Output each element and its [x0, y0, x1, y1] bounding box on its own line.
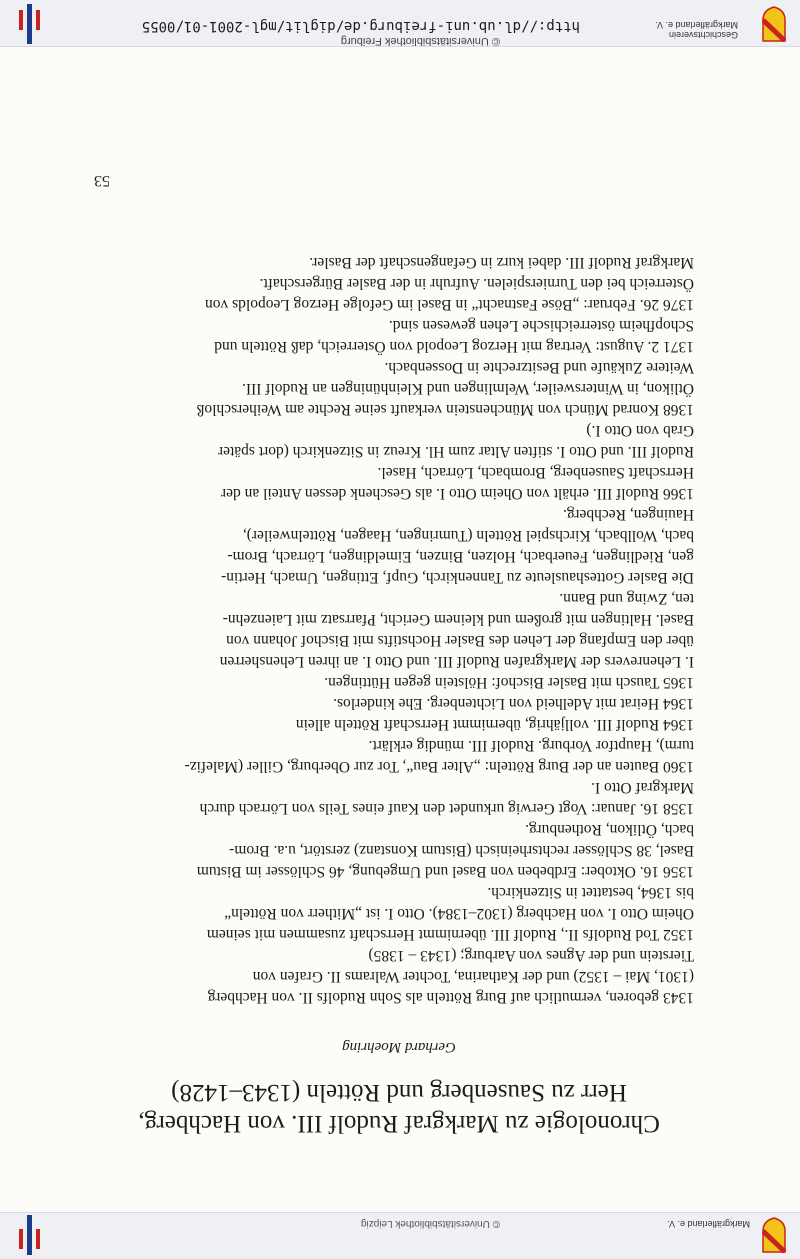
entry-line: 1371 2. August: Vertrag mit Herzog Leopold von Österreich, daß Rötteln und	[214, 338, 694, 355]
chronology-entry	[104, 945, 694, 1008]
entry-line: 1368 Konrad Münch von Münchenstein verkauft seine Rechte am Weiherschloß	[196, 401, 694, 418]
entry-line: Rudolf III. und Otto I. stiften Altar zum Hl. Kreuz in Sitzenkirch (dort später	[217, 443, 694, 460]
chronology-entry	[104, 882, 694, 945]
entry-line: Ötlikon, in Wintersweiler, Welmlingen und Kleinhüningen an Rudolf III.	[242, 380, 694, 397]
entry-line: 1356 16. Oktober: Erdbeben von Basel und Umgebung, 46 Schlösser im Bistum	[196, 863, 694, 880]
entry-line: Tierstein und der Agnes von Aarburg; (1343 – 1385)	[368, 947, 694, 964]
entry-line: Markgraf Otto I.	[591, 779, 694, 796]
society-shield-icon	[762, 6, 786, 42]
chronology-entry	[104, 777, 694, 819]
top-toolbar-band	[0, 0, 800, 47]
entry-line: Österreich bei den Turnierspielen. Aufruhr in der Basler Bürgerschaft.	[259, 275, 694, 292]
entry-line: 1366 Rudolf III. erhält von Oheim Otto I. als Geschenk dessen Anteil an der	[220, 485, 694, 502]
entry-line: 1364 Rudolf III. volljährig, übernimmt Herrschaft Rötteln allein	[295, 716, 694, 733]
entry-line: (1301, Mai – 1352) und der Katharina, Tochter Walrams II. Grafen von	[252, 968, 694, 985]
university-logo-icon[interactable]	[16, 4, 42, 44]
entry-line: Grab von Otto I.)	[586, 422, 694, 439]
entry-line: bach, Ötlikon, Rothenburg.	[525, 821, 694, 838]
entry-line: 1352 Tod Rudolfs II., Rudolf III. übernimmt Herrschaft zusammen mit seinem	[206, 926, 694, 943]
entry-line: 1343 geboren, vermutlich auf Burg Rötteln als Sohn Rudolfs II. von Hachberg	[207, 989, 694, 1006]
chronology-entry	[104, 252, 694, 315]
chronology-entry	[104, 693, 694, 714]
society-label	[655, 20, 738, 40]
entry-line: Basel, 38 Schlösser rechtsrheinisch (Bistum Konstanz) zerstört, u.a. Brom-	[229, 842, 694, 859]
entry-line: 1376 26. Februar: „Böse Fastnacht“ in Basel im Gefolge Herzog Leopolds von	[205, 296, 694, 313]
society-line-2: Markgräflerland e. V.	[655, 20, 738, 30]
entry-line: Hauingen, Rechberg.	[563, 506, 694, 523]
society-shield-icon	[762, 1217, 786, 1253]
entry-line: bis 1364, bestattet in Sitzenkirch.	[487, 884, 694, 901]
society-label: Markgräflerland e. V.	[667, 1219, 750, 1229]
entry-line: Markgraf Rudolf III. dabei kurz in Gefangenschaft der Basler.	[309, 254, 694, 271]
entry-line: 1365 Tausch mit Basler Bischof: Hölstein gegen Hüttingen.	[324, 674, 694, 691]
university-logo-icon[interactable]	[16, 1215, 42, 1255]
entry-line: 1364 Heirat mit Adelheid von Lichtenberg. Ehe kinderlos.	[333, 695, 694, 712]
chronology-entry	[104, 357, 694, 420]
entry-line: gen, Riedlingen, Feuerbach, Holzen, Binzen, Eimeldingen, Lörrach, Brom-	[227, 548, 694, 565]
document-body	[104, 252, 694, 1139]
library-copyright: © Universitätsbibliothek Leipzig	[360, 1218, 500, 1229]
entry-line: Basel. Haltingen mit großem und kleinem Gericht, Pfarrsatz mit Laienzehn-	[222, 611, 694, 628]
entry-line: ten, Zwing und Bann.	[559, 590, 694, 607]
chronology-entry	[104, 315, 694, 357]
entry-line: I. Lehenrevers der Markgrafen Rudolf III. und Otto I. an ihren Lehensherren	[219, 653, 694, 670]
bottom-toolbar-band	[0, 1212, 800, 1259]
entry-line: 1360 Bauten an der Burg Rötteln: „Alter Bau“, Tor zur Oberburg, Giller (Malefiz-	[184, 758, 694, 775]
document-title	[104, 1077, 694, 1139]
entry-line: Die Basler Gotteshausleute zu Tannenkirch, Gupf, Ettingen, Umach, Hertin-	[221, 569, 694, 586]
entry-line: über den Empfang der Lehen des Basler Hochstifts mit Bischof Johann von	[226, 632, 694, 649]
society-line-1: Geschichtsverein	[668, 30, 738, 40]
entry-line: 1358 16. Januar: Vogt Gerwig urkundet den Kauf eines Teils von Lörrach durch	[199, 800, 694, 817]
entry-line: Weitere Zukäufe und Besitzrechte in Dossenbach.	[384, 359, 694, 376]
entry-line: Schopfheim österreichische Lehen gewesen sind.	[388, 317, 694, 334]
chronology-list	[104, 252, 694, 1008]
chronology-entry	[104, 714, 694, 735]
library-copyright: © Universitätsbibliothek Freiburg	[340, 35, 500, 47]
chronology-entry	[104, 735, 694, 777]
chronology-entry	[104, 420, 694, 504]
chronology-entry	[104, 819, 694, 882]
title-line-2: Herr zu Sausenberg und Rötteln (1343–1428)	[171, 1079, 627, 1106]
page-number: 53	[94, 172, 110, 189]
title-line-1: Chronologie zu Markgraf Rudolf III. von Hachberg,	[138, 1110, 660, 1137]
entry-line: turm), Hauptfor Vorburg. Rudolf III. mündig erklärt.	[368, 737, 694, 754]
author-name: Gerhard Moehring	[342, 1039, 456, 1055]
page-url[interactable]: http://dl.ub.uni-freiburg.de/diglit/mgl-2001-01/0055	[141, 18, 580, 34]
entry-line: Oheim Otto I. von Hachberg (1302–1384). Otto I. ist „Mitherr von Rötteln“	[224, 905, 694, 922]
entry-line: bach, Wollbach, Kirchspiel Rötteln (Tumringen, Haagen, Röttelnweiler),	[242, 527, 694, 544]
entry-line: Herrschaft Sausenberg, Brombach, Lörrach, Hasel.	[377, 464, 694, 481]
chronology-entry	[104, 504, 694, 693]
